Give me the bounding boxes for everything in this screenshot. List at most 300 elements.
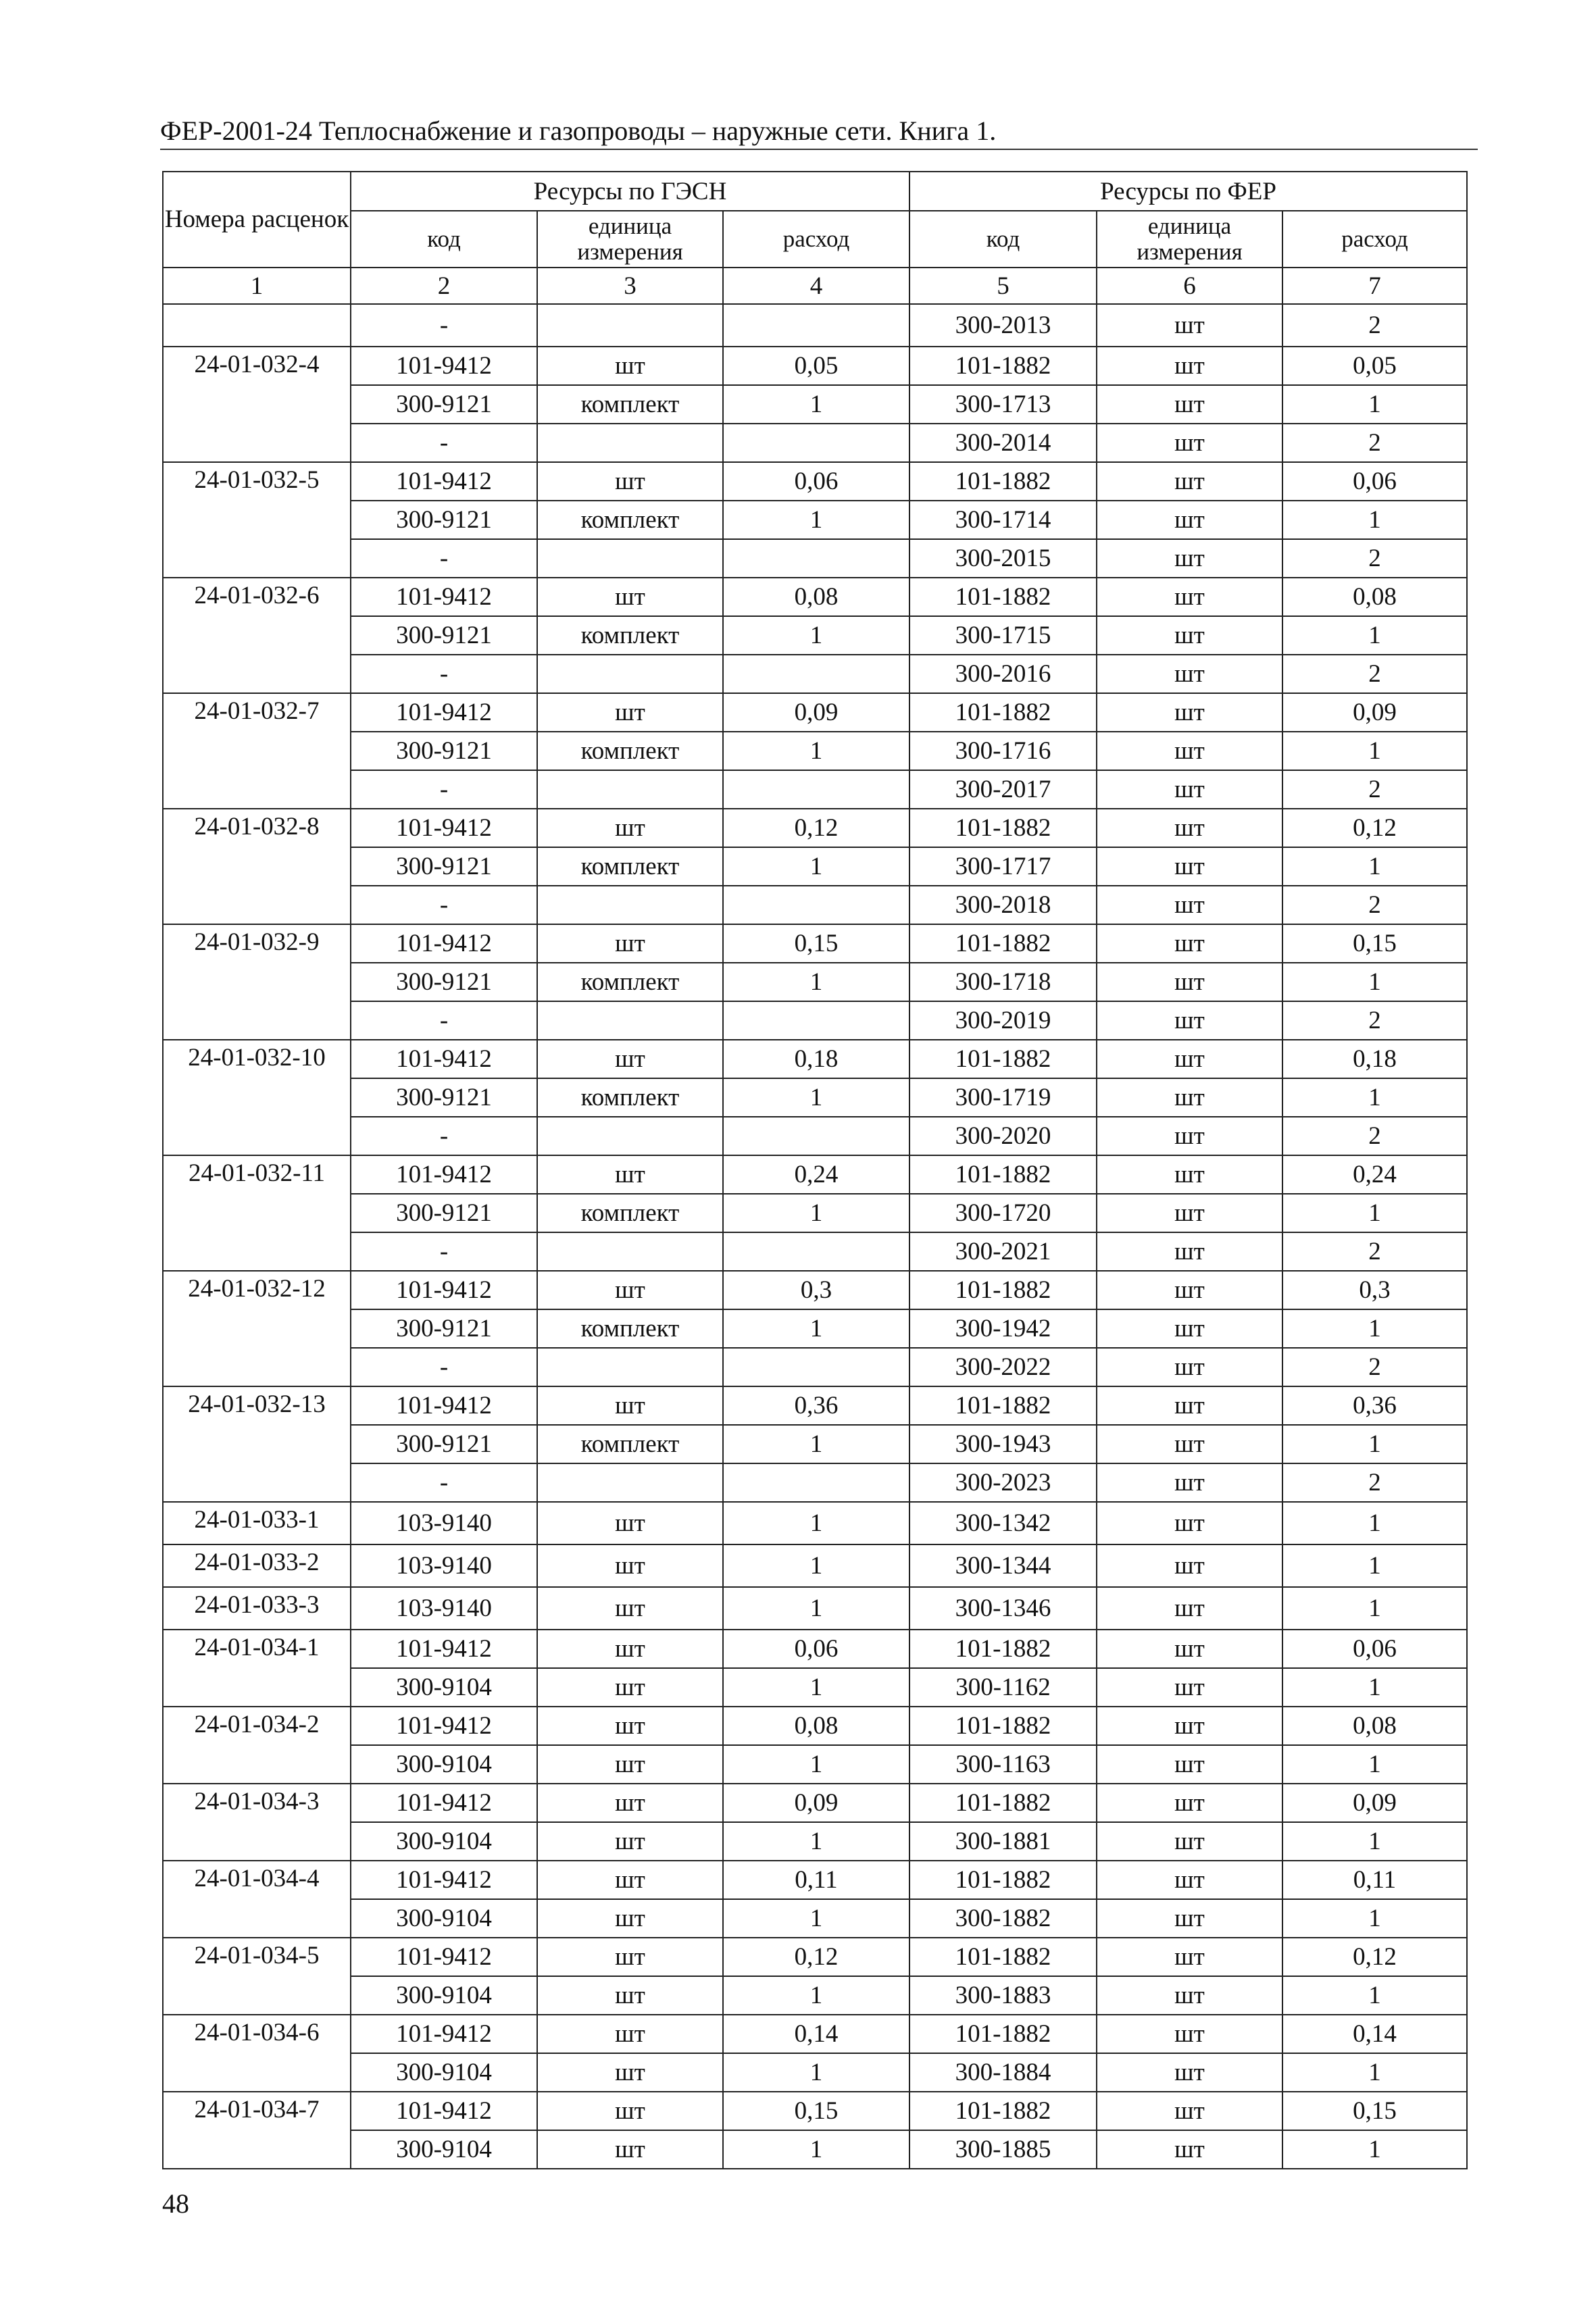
fer-code-cell: 300-2015 bbox=[909, 539, 1097, 578]
gesn-qty-cell: 1 bbox=[723, 385, 909, 424]
fer-qty-cell: 1 bbox=[1282, 1745, 1467, 1784]
gesn-qty-cell: 0,06 bbox=[723, 462, 909, 501]
gesn-unit-cell bbox=[537, 655, 723, 693]
gesn-qty-cell: 1 bbox=[723, 1194, 909, 1232]
fer-unit-cell: шт bbox=[1097, 1784, 1282, 1822]
table-row bbox=[163, 1425, 1467, 1463]
gesn-unit-cell: шт bbox=[537, 578, 723, 616]
fer-qty-cell: 1 bbox=[1282, 385, 1467, 424]
fer-qty-cell: 2 bbox=[1282, 1001, 1467, 1040]
fer-unit-cell: шт bbox=[1097, 1463, 1282, 1502]
rate-number-cell: 24-01-034-4 bbox=[163, 1861, 351, 1938]
fer-qty-cell: 0,36 bbox=[1282, 1386, 1467, 1425]
gesn-qty-cell: 1 bbox=[723, 963, 909, 1001]
fer-qty-cell: 0,06 bbox=[1282, 462, 1467, 501]
gesn-qty-cell bbox=[723, 1232, 909, 1271]
fer-unit-cell: шт bbox=[1097, 385, 1282, 424]
fer-unit-cell: шт bbox=[1097, 770, 1282, 809]
fer-code-cell: 101-1882 bbox=[909, 809, 1097, 847]
fer-qty-cell: 1 bbox=[1282, 1668, 1467, 1707]
fer-code-cell: 300-2022 bbox=[909, 1348, 1097, 1386]
fer-code-cell: 101-1882 bbox=[909, 2015, 1097, 2053]
column-number: 6 bbox=[1097, 268, 1282, 304]
gesn-code-cell: 300-9121 bbox=[351, 1309, 537, 1348]
table-row bbox=[163, 963, 1467, 1001]
gesn-qty-cell: 0,08 bbox=[723, 1707, 909, 1745]
gesn-unit-cell: комплект bbox=[537, 963, 723, 1001]
table-row bbox=[163, 2053, 1467, 2092]
fer-qty-cell: 0,05 bbox=[1282, 347, 1467, 385]
rate-number-cell: 24-01-034-2 bbox=[163, 1707, 351, 1784]
gesn-unit-cell: шт bbox=[537, 1544, 723, 1587]
fer-qty-cell: 0,08 bbox=[1282, 1707, 1467, 1745]
gesn-qty-cell bbox=[723, 1001, 909, 1040]
fer-qty-cell: 2 bbox=[1282, 539, 1467, 578]
fer-unit-cell: шт bbox=[1097, 924, 1282, 963]
gesn-code-cell: 101-9412 bbox=[351, 1155, 537, 1194]
fer-qty-cell: 2 bbox=[1282, 655, 1467, 693]
fer-unit-cell: шт bbox=[1097, 2130, 1282, 2169]
table-row bbox=[163, 1899, 1467, 1938]
gesn-code-cell: 300-9104 bbox=[351, 2053, 537, 2092]
table-row bbox=[163, 2130, 1467, 2169]
fer-code-cell: 101-1882 bbox=[909, 693, 1097, 732]
fer-code-cell: 101-1882 bbox=[909, 462, 1097, 501]
fer-qty-cell: 0,11 bbox=[1282, 1861, 1467, 1899]
fer-code-cell: 300-1885 bbox=[909, 2130, 1097, 2169]
table-row bbox=[163, 1386, 1467, 1425]
fer-code-cell: 101-1882 bbox=[909, 1784, 1097, 1822]
fer-code-cell: 300-2021 bbox=[909, 1232, 1097, 1271]
gesn-unit-cell: комплект bbox=[537, 616, 723, 655]
rate-number-cell bbox=[163, 304, 351, 347]
gesn-unit-cell: шт bbox=[537, 2092, 723, 2130]
rate-number-cell: 24-01-032-10 bbox=[163, 1040, 351, 1155]
fer-unit-cell: шт bbox=[1097, 1348, 1282, 1386]
rate-number-cell: 24-01-032-7 bbox=[163, 693, 351, 809]
gesn-unit-cell: шт bbox=[537, 1861, 723, 1899]
fer-unit-cell: шт bbox=[1097, 1001, 1282, 1040]
gesn-qty-cell: 1 bbox=[723, 1668, 909, 1707]
fer-qty-cell: 2 bbox=[1282, 1232, 1467, 1271]
table-row bbox=[163, 1544, 1467, 1587]
fer-unit-cell: шт bbox=[1097, 1899, 1282, 1938]
fer-qty-cell: 0,12 bbox=[1282, 1938, 1467, 1976]
rate-number-cell: 24-01-033-1 bbox=[163, 1502, 351, 1544]
rate-number-cell: 24-01-032-12 bbox=[163, 1271, 351, 1386]
fer-code-cell: 300-1942 bbox=[909, 1309, 1097, 1348]
fer-unit-cell: шт bbox=[1097, 1587, 1282, 1630]
fer-unit-cell: шт bbox=[1097, 1861, 1282, 1899]
table-row bbox=[163, 1001, 1467, 1040]
gesn-unit-cell bbox=[537, 304, 723, 347]
gesn-code-cell: 103-9140 bbox=[351, 1587, 537, 1630]
gesn-code-cell: 300-9121 bbox=[351, 501, 537, 539]
fer-code-cell: 300-1717 bbox=[909, 847, 1097, 886]
resources-table bbox=[162, 171, 1468, 2169]
fer-unit-cell: шт bbox=[1097, 347, 1282, 385]
gesn-qty-cell: 1 bbox=[723, 1544, 909, 1587]
gesn-unit-cell: комплект bbox=[537, 1194, 723, 1232]
gesn-unit-cell: шт bbox=[537, 2053, 723, 2092]
gesn-code-cell: 101-9412 bbox=[351, 693, 537, 732]
gesn-qty-cell bbox=[723, 1463, 909, 1502]
gesn-code-cell: 300-9121 bbox=[351, 385, 537, 424]
fer-qty-cell: 1 bbox=[1282, 1309, 1467, 1348]
fer-qty-cell: 1 bbox=[1282, 847, 1467, 886]
gesn-qty-cell bbox=[723, 770, 909, 809]
fer-unit-cell: шт bbox=[1097, 2015, 1282, 2053]
gesn-unit-cell bbox=[537, 770, 723, 809]
table-row bbox=[163, 1822, 1467, 1861]
gesn-unit-cell: шт bbox=[537, 1784, 723, 1822]
gesn-unit-cell: шт bbox=[537, 809, 723, 847]
gesn-code-cell: 101-9412 bbox=[351, 347, 537, 385]
fer-qty-cell: 1 bbox=[1282, 1976, 1467, 2015]
fer-qty-cell: 2 bbox=[1282, 304, 1467, 347]
fer-code-cell: 101-1882 bbox=[909, 1630, 1097, 1668]
gesn-qty-cell bbox=[723, 655, 909, 693]
table-row bbox=[163, 924, 1467, 963]
fer-unit-cell: шт bbox=[1097, 1544, 1282, 1587]
gesn-qty-cell: 1 bbox=[723, 2053, 909, 2092]
fer-code-cell: 300-1719 bbox=[909, 1078, 1097, 1117]
table-row bbox=[163, 347, 1467, 385]
fer-qty-cell: 1 bbox=[1282, 1587, 1467, 1630]
fer-unit-cell: шт bbox=[1097, 1386, 1282, 1425]
table-row bbox=[163, 1348, 1467, 1386]
fer-qty-cell: 1 bbox=[1282, 501, 1467, 539]
fer-code-cell: 300-2014 bbox=[909, 424, 1097, 462]
gesn-qty-cell: 1 bbox=[723, 1502, 909, 1544]
fer-unit-cell: шт bbox=[1097, 424, 1282, 462]
column-number: 3 bbox=[537, 268, 723, 304]
fer-unit-cell: шт bbox=[1097, 616, 1282, 655]
gesn-code-cell: 300-9121 bbox=[351, 963, 537, 1001]
fer-code-cell: 300-2023 bbox=[909, 1463, 1097, 1502]
gesn-qty-cell: 1 bbox=[723, 2130, 909, 2169]
gesn-qty-cell: 0,15 bbox=[723, 924, 909, 963]
gesn-code-cell: - bbox=[351, 655, 537, 693]
fer-code-cell: 300-1715 bbox=[909, 616, 1097, 655]
table-row bbox=[163, 1784, 1467, 1822]
fer-unit-cell: шт bbox=[1097, 1668, 1282, 1707]
rate-number-cell: 24-01-033-2 bbox=[163, 1544, 351, 1587]
group-header-gesn: Ресурсы по ГЭСН bbox=[351, 172, 909, 211]
fer-code-cell: 101-1882 bbox=[909, 347, 1097, 385]
rate-number-cell: 24-01-032-5 bbox=[163, 462, 351, 578]
gesn-unit-cell: шт bbox=[537, 1822, 723, 1861]
gesn-code-cell: 101-9412 bbox=[351, 2092, 537, 2130]
gesn-qty-cell: 1 bbox=[723, 847, 909, 886]
column-number: 1 bbox=[163, 268, 351, 304]
table-row bbox=[163, 1271, 1467, 1309]
gesn-code-cell: 101-9412 bbox=[351, 1630, 537, 1668]
table-row bbox=[163, 304, 1467, 347]
fer-code-cell: 101-1882 bbox=[909, 578, 1097, 616]
gesn-qty-cell: 0,06 bbox=[723, 1630, 909, 1668]
gesn-code-cell: 101-9412 bbox=[351, 1271, 537, 1309]
table-row bbox=[163, 1078, 1467, 1117]
gesn-code-cell: 101-9412 bbox=[351, 1707, 537, 1745]
fer-unit-cell: шт bbox=[1097, 1976, 1282, 2015]
fer-unit-cell: шт bbox=[1097, 847, 1282, 886]
gesn-qty-cell: 1 bbox=[723, 1976, 909, 2015]
gesn-code-cell: 300-9104 bbox=[351, 2130, 537, 2169]
fer-qty-cell: 2 bbox=[1282, 424, 1467, 462]
gesn-code-cell: - bbox=[351, 886, 537, 924]
gesn-unit-cell: комплект bbox=[537, 732, 723, 770]
page-header bbox=[160, 114, 1478, 150]
fer-code-cell: 300-2020 bbox=[909, 1117, 1097, 1155]
fer-qty-cell: 0,14 bbox=[1282, 2015, 1467, 2053]
gesn-code-cell: 101-9412 bbox=[351, 1040, 537, 1078]
gesn-code-cell: - bbox=[351, 770, 537, 809]
fer-unit-cell: шт bbox=[1097, 1745, 1282, 1784]
gesn-unit-cell: шт bbox=[537, 1587, 723, 1630]
table-row bbox=[163, 2092, 1467, 2130]
gesn-unit-cell: шт bbox=[537, 693, 723, 732]
gesn-qty-cell: 0,36 bbox=[723, 1386, 909, 1425]
gesn-unit-cell bbox=[537, 1348, 723, 1386]
fer-qty-cell: 1 bbox=[1282, 1502, 1467, 1544]
table-row bbox=[163, 732, 1467, 770]
table-body bbox=[163, 304, 1467, 2169]
fer-qty-cell: 0,09 bbox=[1282, 1784, 1467, 1822]
fer-code-cell: 101-1882 bbox=[909, 1386, 1097, 1425]
fer-qty-cell: 0,08 bbox=[1282, 578, 1467, 616]
gesn-unit-cell: шт bbox=[537, 1630, 723, 1668]
gesn-qty-cell: 1 bbox=[723, 1587, 909, 1630]
gesn-unit-cell: шт bbox=[537, 1899, 723, 1938]
fer-qty-cell: 0,3 bbox=[1282, 1271, 1467, 1309]
rate-number-cell: 24-01-032-9 bbox=[163, 924, 351, 1040]
gesn-code-cell: 300-9104 bbox=[351, 1745, 537, 1784]
gesn-qty-cell: 0,09 bbox=[723, 693, 909, 732]
gesn-qty-cell: 0,12 bbox=[723, 1938, 909, 1976]
gesn-qty-cell: 1 bbox=[723, 1078, 909, 1117]
table-row bbox=[163, 1587, 1467, 1630]
gesn-unit-cell: шт bbox=[537, 1155, 723, 1194]
fer-qty-cell: 1 bbox=[1282, 2130, 1467, 2169]
gesn-qty-cell: 0,24 bbox=[723, 1155, 909, 1194]
fer-unit-cell: шт bbox=[1097, 655, 1282, 693]
fer-code-cell: 300-1883 bbox=[909, 1976, 1097, 2015]
fer-unit-cell: шт bbox=[1097, 1938, 1282, 1976]
rate-number-cell: 24-01-034-7 bbox=[163, 2092, 351, 2169]
gesn-code-cell: 101-9412 bbox=[351, 2015, 537, 2053]
fer-code-cell: 101-1882 bbox=[909, 1938, 1097, 1976]
gesn-unit-cell bbox=[537, 1232, 723, 1271]
fer-unit-cell: шт bbox=[1097, 1040, 1282, 1078]
table-row bbox=[163, 655, 1467, 693]
fer-qty-cell: 1 bbox=[1282, 1822, 1467, 1861]
fer-unit-cell: шт bbox=[1097, 963, 1282, 1001]
fer-unit-cell: шт bbox=[1097, 1822, 1282, 1861]
fer-code-cell: 300-1342 bbox=[909, 1502, 1097, 1544]
fer-qty-cell: 1 bbox=[1282, 2053, 1467, 2092]
gesn-code-cell: 103-9140 bbox=[351, 1502, 537, 1544]
table-row bbox=[163, 847, 1467, 886]
gesn-qty-cell: 0,08 bbox=[723, 578, 909, 616]
rate-number-cell: 24-01-034-1 bbox=[163, 1630, 351, 1707]
fer-code-cell: 300-1163 bbox=[909, 1745, 1097, 1784]
fer-qty-cell: 0,12 bbox=[1282, 809, 1467, 847]
fer-code-cell: 300-1882 bbox=[909, 1899, 1097, 1938]
rate-number-cell: 24-01-032-4 bbox=[163, 347, 351, 462]
table-row bbox=[163, 693, 1467, 732]
gesn-qty-cell: 1 bbox=[723, 616, 909, 655]
subheader-gesn-unit: единица измерения bbox=[537, 211, 723, 268]
rate-number-cell: 24-01-032-11 bbox=[163, 1155, 351, 1271]
fer-code-cell: 300-1884 bbox=[909, 2053, 1097, 2092]
fer-code-cell: 300-1720 bbox=[909, 1194, 1097, 1232]
subheader-fer-code: код bbox=[909, 211, 1097, 268]
table-row bbox=[163, 501, 1467, 539]
subheader-gesn-qty: расход bbox=[723, 211, 909, 268]
fer-code-cell: 300-1344 bbox=[909, 1544, 1097, 1587]
rate-number-cell: 24-01-032-8 bbox=[163, 809, 351, 924]
subheader-fer-unit: единица измерения bbox=[1097, 211, 1282, 268]
table-row bbox=[163, 886, 1467, 924]
gesn-unit-cell: шт bbox=[537, 1745, 723, 1784]
gesn-qty-cell: 0,15 bbox=[723, 2092, 909, 2130]
table-row bbox=[163, 1502, 1467, 1544]
gesn-unit-cell bbox=[537, 1463, 723, 1502]
gesn-code-cell: - bbox=[351, 539, 537, 578]
gesn-code-cell: 300-9121 bbox=[351, 616, 537, 655]
table-row bbox=[163, 578, 1467, 616]
table-row bbox=[163, 1976, 1467, 2015]
gesn-code-cell: - bbox=[351, 304, 537, 347]
fer-qty-cell: 0,15 bbox=[1282, 924, 1467, 963]
fer-code-cell: 300-2018 bbox=[909, 886, 1097, 924]
table-row bbox=[163, 1668, 1467, 1707]
gesn-code-cell: - bbox=[351, 1232, 537, 1271]
gesn-unit-cell: шт bbox=[537, 1976, 723, 2015]
table-row bbox=[163, 539, 1467, 578]
gesn-unit-cell: шт bbox=[537, 2015, 723, 2053]
gesn-code-cell: - bbox=[351, 424, 537, 462]
fer-qty-cell: 0,06 bbox=[1282, 1630, 1467, 1668]
subheader-fer-qty: расход bbox=[1282, 211, 1467, 268]
gesn-qty-cell: 0,05 bbox=[723, 347, 909, 385]
group-header-fer: Ресурсы по ФЕР bbox=[909, 172, 1467, 211]
gesn-code-cell: 101-9412 bbox=[351, 1784, 537, 1822]
fer-code-cell: 300-2017 bbox=[909, 770, 1097, 809]
rate-number-cell: 24-01-033-3 bbox=[163, 1587, 351, 1630]
table-row bbox=[163, 1938, 1467, 1976]
fer-unit-cell: шт bbox=[1097, 1309, 1282, 1348]
table-row bbox=[163, 1309, 1467, 1348]
fer-qty-cell: 2 bbox=[1282, 886, 1467, 924]
fer-unit-cell: шт bbox=[1097, 693, 1282, 732]
fer-qty-cell: 2 bbox=[1282, 1463, 1467, 1502]
gesn-unit-cell: шт bbox=[537, 924, 723, 963]
fer-unit-cell: шт bbox=[1097, 539, 1282, 578]
gesn-unit-cell: шт bbox=[537, 1707, 723, 1745]
fer-qty-cell: 1 bbox=[1282, 1078, 1467, 1117]
fer-unit-cell: шт bbox=[1097, 1194, 1282, 1232]
page-number: 48 bbox=[162, 2188, 189, 2219]
gesn-unit-cell bbox=[537, 539, 723, 578]
table-row bbox=[163, 385, 1467, 424]
fer-qty-cell: 0,18 bbox=[1282, 1040, 1467, 1078]
gesn-unit-cell: шт bbox=[537, 1502, 723, 1544]
fer-code-cell: 300-1943 bbox=[909, 1425, 1097, 1463]
table-row bbox=[163, 1707, 1467, 1745]
gesn-code-cell: - bbox=[351, 1463, 537, 1502]
fer-unit-cell: шт bbox=[1097, 886, 1282, 924]
gesn-unit-cell bbox=[537, 886, 723, 924]
fer-code-cell: 101-1882 bbox=[909, 2092, 1097, 2130]
fer-code-cell: 300-1346 bbox=[909, 1587, 1097, 1630]
gesn-unit-cell: комплект bbox=[537, 847, 723, 886]
fer-code-cell: 101-1882 bbox=[909, 1861, 1097, 1899]
table-row bbox=[163, 2015, 1467, 2053]
gesn-code-cell: - bbox=[351, 1117, 537, 1155]
fer-qty-cell: 1 bbox=[1282, 1544, 1467, 1587]
gesn-code-cell: 300-9121 bbox=[351, 1425, 537, 1463]
gesn-qty-cell: 1 bbox=[723, 1745, 909, 1784]
gesn-qty-cell: 1 bbox=[723, 1899, 909, 1938]
gesn-qty-cell bbox=[723, 539, 909, 578]
fer-code-cell: 101-1882 bbox=[909, 1707, 1097, 1745]
fer-code-cell: 300-2016 bbox=[909, 655, 1097, 693]
fer-code-cell: 300-2013 bbox=[909, 304, 1097, 347]
gesn-code-cell: 101-9412 bbox=[351, 1386, 537, 1425]
fer-unit-cell: шт bbox=[1097, 2092, 1282, 2130]
gesn-qty-cell: 1 bbox=[723, 1309, 909, 1348]
fer-code-cell: 300-2019 bbox=[909, 1001, 1097, 1040]
column-number: 4 bbox=[723, 268, 909, 304]
subheader-gesn-code: код bbox=[351, 211, 537, 268]
gesn-code-cell: 101-9412 bbox=[351, 1861, 537, 1899]
table-row bbox=[163, 1117, 1467, 1155]
gesn-unit-cell: комплект bbox=[537, 1309, 723, 1348]
fer-unit-cell: шт bbox=[1097, 1155, 1282, 1194]
gesn-qty-cell bbox=[723, 424, 909, 462]
fer-qty-cell: 0,09 bbox=[1282, 693, 1467, 732]
gesn-code-cell: 101-9412 bbox=[351, 924, 537, 963]
gesn-code-cell: 300-9121 bbox=[351, 732, 537, 770]
gesn-code-cell: 300-9104 bbox=[351, 1668, 537, 1707]
gesn-qty-cell: 0,18 bbox=[723, 1040, 909, 1078]
gesn-code-cell: 300-9104 bbox=[351, 1899, 537, 1938]
table-row bbox=[163, 809, 1467, 847]
gesn-unit-cell: шт bbox=[537, 1668, 723, 1707]
fer-code-cell: 101-1882 bbox=[909, 924, 1097, 963]
gesn-code-cell: 300-9104 bbox=[351, 1822, 537, 1861]
fer-qty-cell: 1 bbox=[1282, 1194, 1467, 1232]
rate-number-cell: 24-01-034-6 bbox=[163, 2015, 351, 2092]
fer-unit-cell: шт bbox=[1097, 1078, 1282, 1117]
gesn-qty-cell: 1 bbox=[723, 501, 909, 539]
gesn-qty-cell: 1 bbox=[723, 1425, 909, 1463]
gesn-code-cell: - bbox=[351, 1348, 537, 1386]
gesn-qty-cell: 0,09 bbox=[723, 1784, 909, 1822]
gesn-qty-cell: 0,12 bbox=[723, 809, 909, 847]
gesn-code-cell: 101-9412 bbox=[351, 1938, 537, 1976]
gesn-unit-cell: комплект bbox=[537, 385, 723, 424]
gesn-qty-cell bbox=[723, 1348, 909, 1386]
gesn-code-cell: - bbox=[351, 1001, 537, 1040]
fer-unit-cell: шт bbox=[1097, 1271, 1282, 1309]
gesn-unit-cell: комплект bbox=[537, 501, 723, 539]
gesn-qty-cell: 1 bbox=[723, 1822, 909, 1861]
gesn-unit-cell bbox=[537, 1117, 723, 1155]
fer-code-cell: 300-1713 bbox=[909, 385, 1097, 424]
